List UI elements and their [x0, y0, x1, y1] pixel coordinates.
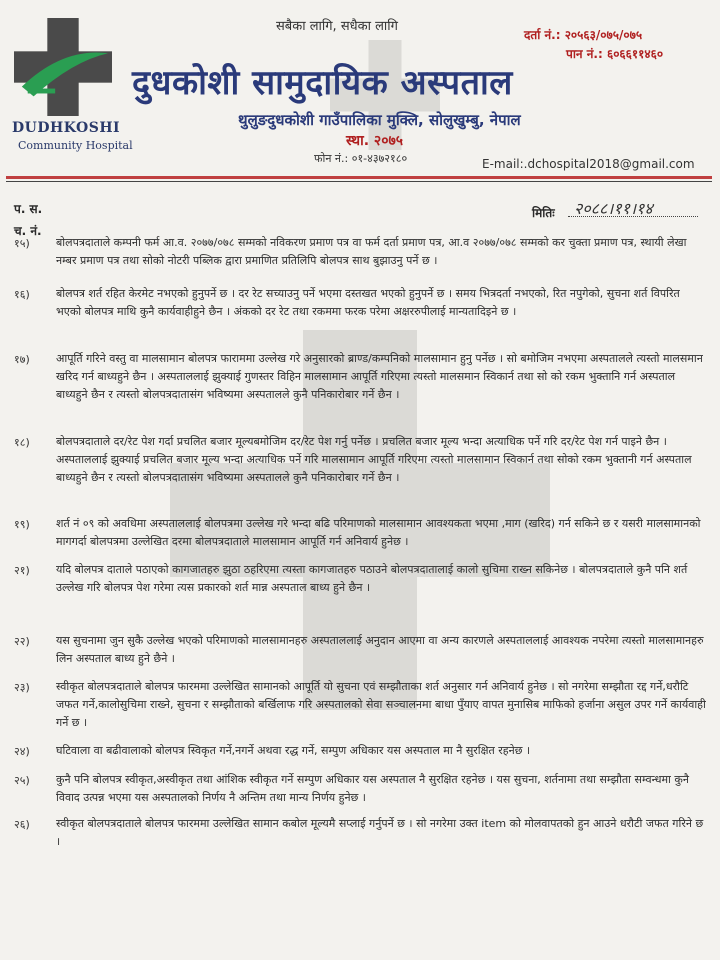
hospital-address: थुलुङदुधकोशी गाउँपालिका मुक्लि, सोलुखुम्बु, नेपाल — [238, 111, 521, 129]
item-number: २६) — [14, 818, 30, 831]
established-year: स्था. २०७५ — [346, 133, 404, 149]
phone-number: फोन नं.: ०१-४३७२१८० — [314, 152, 408, 165]
handwritten-date: २०८८।११।१४ — [574, 199, 653, 218]
list-item: यस सुचनामा जुन सुकै उल्लेख भएको परिमाणको मालसामानहरु अस्पताललाई अनुदान आएमा वा अन्य कारणले अस्पताललाई आवश्यक नपरेमा त्यस्तो मालसामानहरु लिन अस्पताल बाध्य हुने छैने । — [56, 634, 704, 665]
hospital-title: दुधकोशी सामुदायिक अस्पताल — [132, 63, 513, 103]
ps-label: प. स. — [14, 202, 43, 216]
pan-number: पान नं.: ६०६६११४६० — [566, 47, 664, 61]
item-number: २१) — [14, 564, 30, 577]
item-number: १८) — [14, 436, 30, 449]
list-item: कुनै पनि बोलपत्र स्वीकृत,अस्वीकृत तथा आंशिक स्वीकृत गर्ने सम्पुण अधिकार यस अस्पताल नै सुरक्षित रहनेछ । यस सुचना, शर्तनामा तथा सम्झौता सम्वन्धमा कुनै विवाद उत्पन्न भएमा यस अस्पतालको निर्णय नै अन्तिम तथा मान्य निर्णय हुनेछ । — [56, 773, 689, 804]
item-number: १५) — [14, 237, 30, 250]
list-item: यदि बोलपत्र दाताले पठाएको कागजातहरु झुठा ठहरिएमा त्यस्ता कागजातहरु पठाउने बोलपत्रदातालाई कालो सुचिमा राख्न सकिनेछ । बोलपत्रदाताले कुनै पनि शर्त उल्लेख गरि बोलपत्र पेश गरेमा त्यस प्रकारको शर्त मान्न अस्पताल बाध्य हुने छैन । — [56, 563, 688, 594]
org-subtitle-english: Community Hospital — [18, 139, 133, 152]
list-item: घटिवाला वा बढीवालाको बोलपत्र स्विकृत गर्ने,नगर्ने अथवा रद्ध गर्ने, सम्पुण अधिकार यस अस्पताल मा नै सुरक्षित रहनेछ । — [56, 744, 531, 757]
email-address: E-mail:.dchospital2018@gmail.com — [482, 157, 695, 171]
registration-number: दर्ता नं.: २०५६३/०७५/०७५ — [524, 28, 643, 42]
item-number: १६) — [14, 288, 30, 301]
date-underline — [568, 216, 698, 217]
header-divider-dark — [6, 181, 712, 182]
item-number: २४) — [14, 745, 30, 758]
item-number: २५) — [14, 774, 30, 787]
list-item: शर्त नं ०९ को अवधिमा अस्पताललाई बोलपत्रमा उल्लेख गरे भन्दा बढि परिमाणको मालसामान आवश्यकता भएमा ,माग (खरिद) गर्न सकिने छ र यसरी मालसामानको मागगर्दा बोलपत्रमा उल्लेखित दरमा बोलपत्रदाताले मालसामान आपूर्ति गर्न अनिवार्य हुनेछ । — [56, 517, 701, 548]
cn-label: च. नं. — [14, 224, 42, 238]
list-item: बोलपत्रदाताले कम्पनी फर्म आ.व. २०७७/०७८ सम्मको नविकरण प्रमाण पत्र वा फर्म दर्ता प्रमाण पत्र, आ.व २०७७/०७८ सम्मको कर चुक्ता प्रमाण पत्र, स्थायी लेखा नम्बर प्रमाण पत्र तथा सोको नोटरी पब्लिक द्वारा प्रमाणित प्रतिलिपि बोलपत्र साथ बुझाउनु पर्ने छ । — [56, 236, 687, 267]
item-number: १७) — [14, 353, 30, 366]
item-number: २२) — [14, 635, 30, 648]
header-divider-red — [6, 176, 712, 179]
slogan: सबैका लागि, सधैका लागि — [276, 19, 398, 34]
list-item: स्वीकृत बोलपत्रदाताले बोलपत्र फारममा उल्लेखित सामानको आपूर्ति यो सुचना एवं सम्झौताका शर्त अनुसार गर्न अनिवार्य हुनेछ । सो नगरेमा सम्झौता रद्द गर्ने,धरौटि जफत गर्ने,कालोसुचिमा राख्ने, सुचना र सम्झौताको बर्खिलाफ गरि अस्पतालको सेवा सञ्चालनमा बाधा पुँयाए वापत मुनासिब माफिको हर्जाना असुल उपर गर्ने कार्यवाही गर्ने छ । — [56, 680, 706, 729]
date-label: मितिः — [532, 206, 555, 220]
hospital-cross-logo-icon — [14, 18, 112, 116]
item-number: १९) — [14, 518, 30, 531]
list-item: बोलपत्रदाताले दर/रेट पेश गर्दा प्रचलित बजार मूल्यबमोजिम दर/रेट पेश गर्नु पर्नेछ । प्रचलित बजार मूल्य भन्दा अत्याधिक पर्ने गरि दर/रेट पेश गर्न पाइने छैन । अस्पताललाई झुक्याई प्रचलित बजार मूल्य भन्दा अत्याधिक पर्ने गरि मालसामान आपूर्ति गरिएमा त्यस्तो मालसामान स्विकार्न तथा सोको रकम भुक्तानी गर्न अस्पताल बाध्यहुने छैन र त्यस्तो बोलपत्रदातासंग भविष्यमा अस्पतालले कुनै पनिकारोबार गर्ने छैन । — [56, 435, 692, 484]
item-number: २३) — [14, 681, 30, 694]
list-item: स्वीकृत बोलपत्रदाताले बोलपत्र फारममा उल्लेखित सामान कबोल मूल्यमै सप्लाई गर्नुपर्ने छ । सो नगरेमा उक्त item को मोलवापतको हुन आउने धरौटी जफत गरिने छ । — [56, 817, 704, 848]
list-item: आपूर्ति गरिने वस्तु वा मालसामान बोलपत्र फाराममा उल्लेख गरे अनुसारको ब्राण्ड/कम्पनिको मालसामान हुनु पर्नेछ । सो बमोजिम नभएमा अस्पतालले त्यस्तो मालसमान खरिद गर्न बाध्यहुने छैन । अस्पताललाई झुक्याई गुणस्तर विहिन मालसामान आपूर्ति गरिएमा त्यस्तो मालसमान स्विकार्न तथा सो को रकम भुक्तानि गर्न अस्पताल बाध्यहुने छैन र त्यस्तो बोलपत्रदातासंग भविष्यमा अस्पतालले कुनै पनिकारोबार गर्ने छैन । — [56, 352, 703, 401]
list-item: बोलपत्र शर्त रहित केरमेट नभएको हुनुपर्ने छ । दर रेट सच्याउनु पर्ने भएमा दस्तखत भएको हुनुपर्ने छ । समय भित्रदर्ता नभएको, रित नपुगेको, सुचना शर्त विपरित भएको बोलपत्र माथि कुनै कार्यवाहीहुने छैन । अंकको दर रेट तथा रकममा फरक परेमा अक्षररुपीलाई मान्यतादिइने छ । — [56, 287, 680, 318]
org-name-english: DUDHKOSHI — [12, 120, 121, 136]
